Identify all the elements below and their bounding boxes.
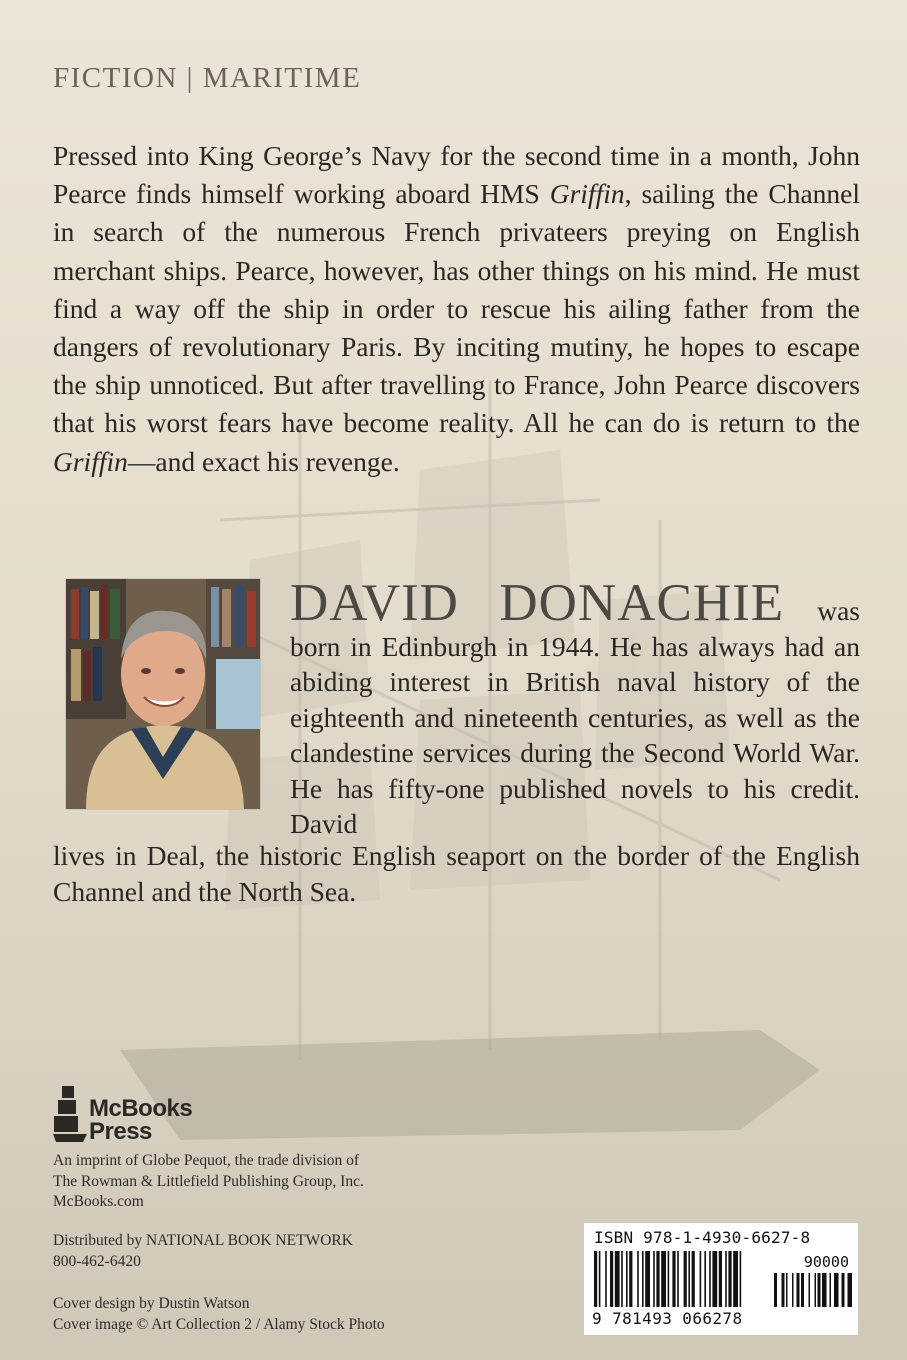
blurb-part-3: —and exact his revenge. — [127, 445, 400, 477]
author-bio-beside-photo — [290, 574, 860, 842]
imprint-line: An imprint of Globe Pequot, the trade division of — [53, 1152, 360, 1169]
ean-number: 9 781493 066278 — [592, 1309, 743, 1328]
cover-credits — [53, 1294, 473, 1335]
logo-text-mcbooks: McBooks — [89, 1095, 193, 1122]
cover-image-credit: Cover image © Art Collection 2 / Alamy Stock Photo — [53, 1315, 385, 1333]
imprint-info — [53, 1151, 473, 1213]
distributor-info — [53, 1231, 473, 1272]
publisher-website: McBooks.com — [53, 1193, 144, 1210]
isbn-barcode — [584, 1223, 858, 1335]
distributor-line: Distributed by NATIONAL BOOK NETWORK — [53, 1232, 353, 1249]
author-photo — [66, 579, 260, 809]
cover-design-credit: Cover design by Dustin Watson — [53, 1295, 250, 1312]
distributor-phone: 800-462-6420 — [53, 1252, 141, 1270]
blurb-part-2: , sailing the Channel in search of the numerous French privateers preying on English merchant ships. Pearce, however, has other things on his mind. He must find a way off the ship in order to rescue his ailing father from the dangers of revolutionary Paris. By inciting mutiny, he hopes to escape the ship unnoticed. But after travelling to France, John Pearce discovers that his worst fears have become reality. All he can do is return to the — [53, 178, 860, 439]
ship-name: Griffin — [549, 178, 625, 210]
author-bio-continued: lives in Deal, the historic English seaport on the border of the English Channel and the North Sea. — [53, 840, 860, 907]
price-code: 90000 — [803, 1253, 849, 1271]
author-name: DAVID DONACHIE — [290, 574, 785, 632]
author-bio-text: was born in Edinburgh in 1944. He has always had an abiding interest in British naval history of the eighteenth and nineteenth centuries, as well as the clandestine services during the Second World War. He has fifty-one published novels to his credit. David — [290, 595, 860, 839]
imprint-line: The Rowman & Littlefield Publishing Group, Inc. — [53, 1172, 364, 1190]
genre-label: FICTION | MARITIME — [53, 62, 362, 94]
isbn-number: ISBN 978-1-4930-6627-8 — [594, 1228, 811, 1247]
ship-name: Griffin — [53, 445, 128, 477]
book-blurb — [53, 137, 860, 481]
publisher-logo — [53, 1082, 213, 1144]
logo-text-press: Press — [89, 1118, 152, 1145]
ship-logo-icon — [53, 1082, 89, 1144]
blurb-part-1: Pressed into King George’s Navy for the second time in a month, John Pearce finds himself working aboard HMS — [53, 140, 860, 210]
